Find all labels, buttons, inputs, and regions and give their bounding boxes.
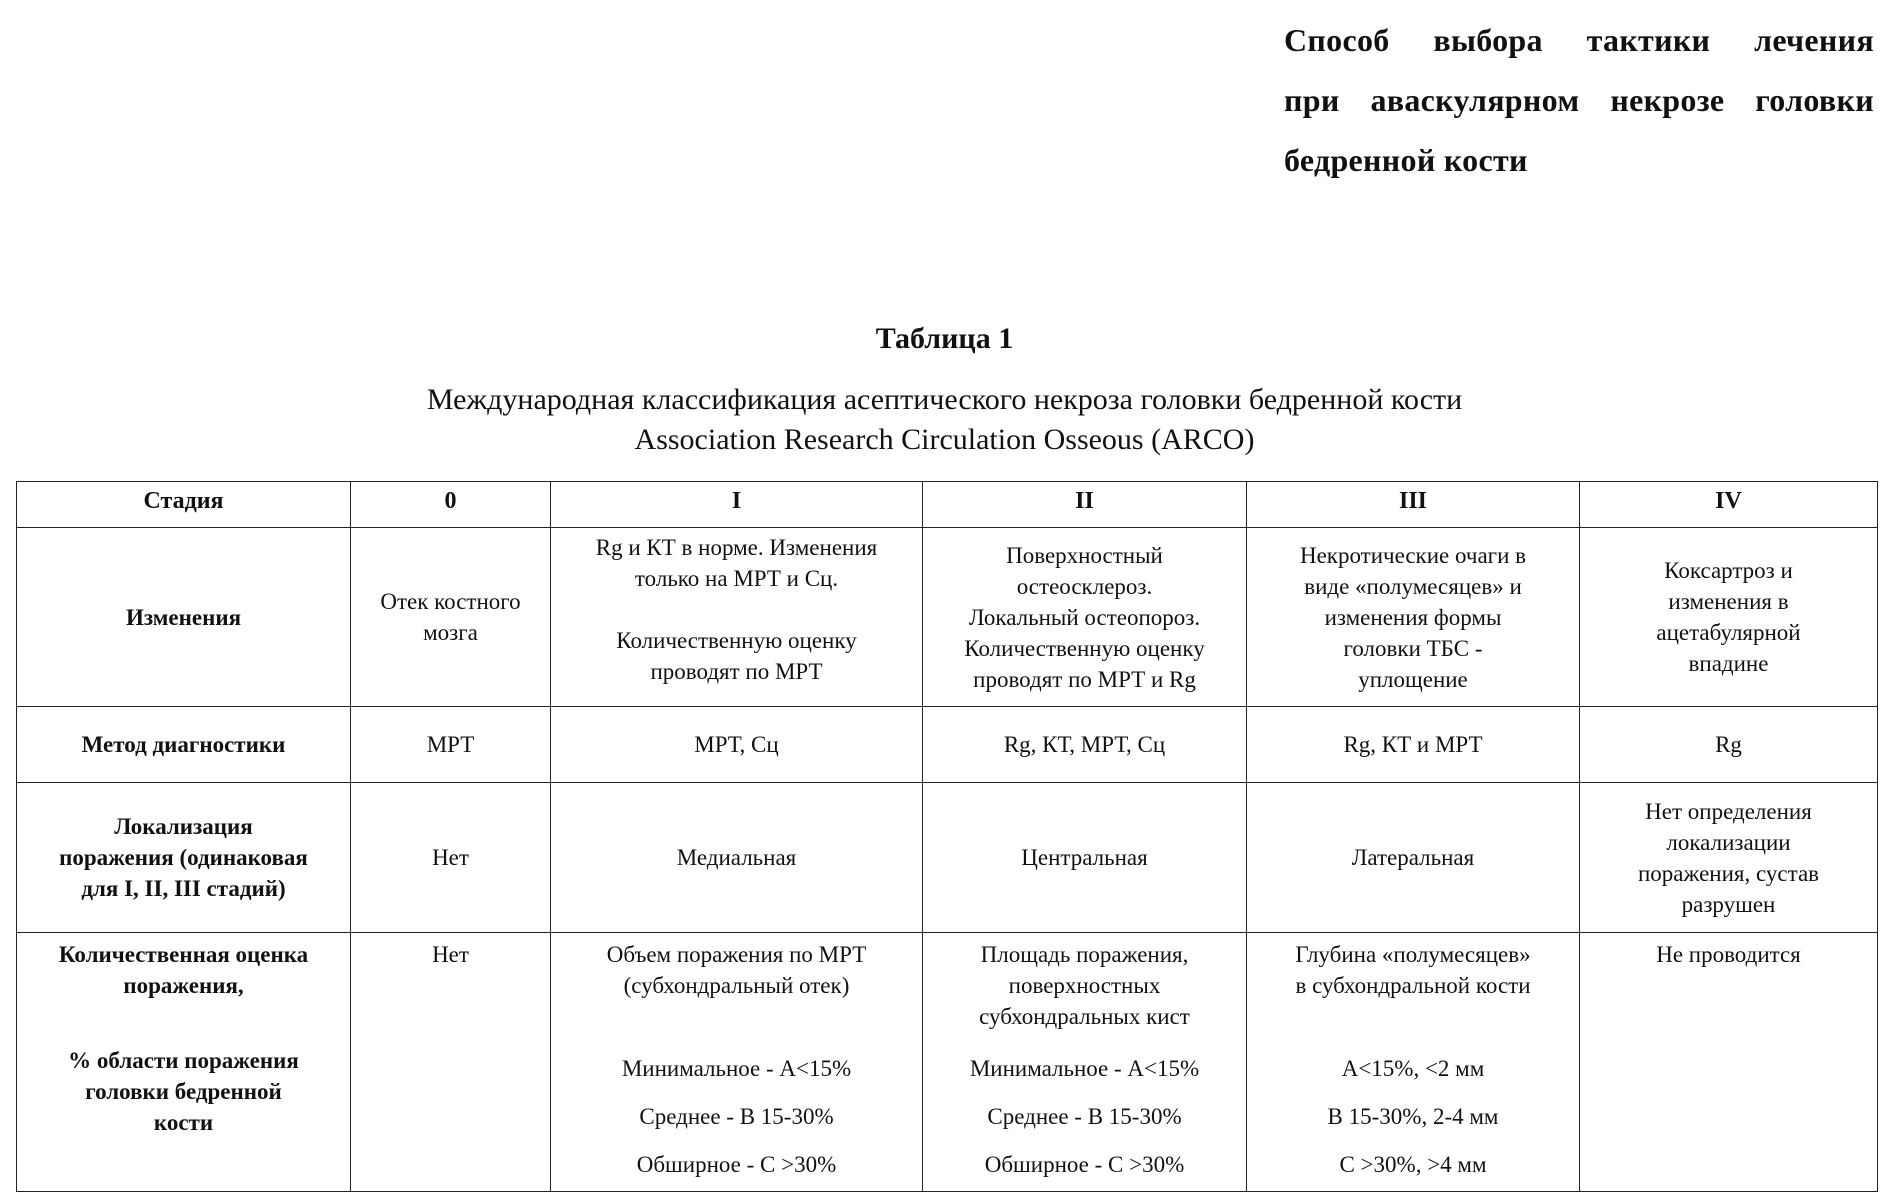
method-stage-0: МРТ bbox=[351, 707, 551, 783]
changes-stage-3 bbox=[1247, 528, 1580, 707]
cell-line: проводят по МРТ и Rg bbox=[929, 664, 1240, 695]
cell-line: уплощение bbox=[1253, 664, 1573, 695]
row-label-quantitative bbox=[17, 933, 351, 1192]
title-line-1: Способ выбора тактики лечения bbox=[1284, 10, 1874, 70]
quantitative-stage-2 bbox=[923, 933, 1247, 1192]
stage-header-0: 0 bbox=[351, 482, 551, 528]
cell-line: Локализация bbox=[23, 811, 344, 842]
grade-c: Обширное - С >30% bbox=[929, 1141, 1240, 1189]
changes-stage-2 bbox=[923, 528, 1247, 707]
cell-line: локализации bbox=[1586, 827, 1871, 858]
cell-line: в субхондральной кости bbox=[1253, 970, 1573, 1001]
cell-line: Количественную оценку bbox=[557, 625, 916, 656]
localization-stage-3: Латеральная bbox=[1247, 783, 1580, 933]
quantitative-stage-4: Не проводится bbox=[1580, 933, 1878, 1192]
cell-line: Объем поражения по МРТ bbox=[557, 939, 916, 970]
quantitative-stage-3 bbox=[1247, 933, 1580, 1192]
changes-stage-4 bbox=[1580, 528, 1878, 707]
changes-stage-0 bbox=[351, 528, 551, 707]
cell-line: остеосклероз. bbox=[929, 571, 1240, 602]
table-row-changes bbox=[17, 528, 1878, 707]
table-row-stage bbox=[17, 482, 1878, 528]
method-stage-1: МРТ, Сц bbox=[551, 707, 923, 783]
table-row-localization bbox=[17, 783, 1878, 933]
row-label-stage: Стадия bbox=[17, 482, 351, 528]
quantitative-stage-1 bbox=[551, 933, 923, 1192]
row-label-method: Метод диагностики bbox=[17, 707, 351, 783]
stage-header-3: III bbox=[1247, 482, 1580, 528]
cell-line: головки бедренной bbox=[23, 1076, 344, 1107]
arco-classification-table bbox=[16, 481, 1878, 1192]
cell-line: кости bbox=[23, 1107, 344, 1138]
cell-line: Площадь поражения, bbox=[929, 939, 1240, 970]
cell-line: мозга bbox=[357, 617, 544, 648]
table-caption bbox=[0, 380, 1889, 460]
cell-line: Некротические очаги в bbox=[1253, 540, 1573, 571]
stage-header-2: II bbox=[923, 482, 1247, 528]
stage-header-1: I bbox=[551, 482, 923, 528]
cell-line: Количественная оценка bbox=[23, 939, 344, 970]
cell-line: субхондральных кист bbox=[929, 1001, 1240, 1032]
cell-line: для I, II, III стадий) bbox=[23, 873, 344, 904]
quantitative-stage-0: Нет bbox=[351, 933, 551, 1192]
row-label-changes: Изменения bbox=[17, 528, 351, 707]
cell-line: Отек костного bbox=[357, 586, 544, 617]
grade-a: Минимальное - А<15% bbox=[929, 1045, 1240, 1093]
cell-line: Поверхностный bbox=[929, 540, 1240, 571]
cell-line: Глубина «полумесяцев» bbox=[1253, 939, 1573, 970]
cell-line: головки ТБС - bbox=[1253, 633, 1573, 664]
table-number: Таблица 1 bbox=[0, 322, 1889, 356]
cell-line: Rg и КТ в норме. Изменения bbox=[557, 532, 916, 563]
method-stage-4: Rg bbox=[1580, 707, 1878, 783]
cell-line: Локальный остеопороз. bbox=[929, 602, 1240, 633]
cell-line: разрушен bbox=[1586, 889, 1871, 920]
cell-line: изменения в bbox=[1586, 586, 1871, 617]
cell-line: Коксартроз и bbox=[1586, 555, 1871, 586]
table-row-quantitative bbox=[17, 933, 1878, 1192]
title-line-3: бедренной кости bbox=[1284, 130, 1874, 190]
table-row-method bbox=[17, 707, 1878, 783]
cell-line: ацетабулярной bbox=[1586, 617, 1871, 648]
caption-line-2: Association Research Circulation Osseous (ARCO) bbox=[0, 420, 1889, 460]
cell-line: (субхондральный отек) bbox=[557, 970, 916, 1001]
grade-b: Среднее - В 15-30% bbox=[929, 1093, 1240, 1141]
caption-line-1: Международная классификация асептического некроза головки бедренной кости bbox=[0, 380, 1889, 420]
localization-stage-2: Центральная bbox=[923, 783, 1247, 933]
document-title bbox=[1284, 10, 1874, 190]
method-stage-2: Rg, КТ, МРТ, Сц bbox=[923, 707, 1247, 783]
grade-a: А<15%, <2 мм bbox=[1253, 1045, 1573, 1093]
title-line-2: при аваскулярном некрозе головки bbox=[1284, 70, 1874, 130]
changes-stage-1 bbox=[551, 528, 923, 707]
cell-line: только на МРТ и Сц. bbox=[557, 563, 916, 594]
cell-line: % области поражения bbox=[23, 1045, 344, 1076]
method-stage-3: Rg, КТ и МРТ bbox=[1247, 707, 1580, 783]
grade-c: Обширное - С >30% bbox=[557, 1141, 916, 1189]
row-label-localization bbox=[17, 783, 351, 933]
localization-stage-1: Медиальная bbox=[551, 783, 923, 933]
cell-line: поражения (одинаковая bbox=[23, 842, 344, 873]
grade-a: Минимальное - А<15% bbox=[557, 1045, 916, 1093]
cell-line: поражения, bbox=[23, 970, 344, 1001]
cell-line: Нет определения bbox=[1586, 796, 1871, 827]
stage-header-4: IV bbox=[1580, 482, 1878, 528]
grade-b: Среднее - В 15-30% bbox=[557, 1093, 916, 1141]
cell-line: поверхностных bbox=[929, 970, 1240, 1001]
localization-stage-0: Нет bbox=[351, 783, 551, 933]
cell-line: впадине bbox=[1586, 648, 1871, 679]
cell-line: виде «полумесяцев» и bbox=[1253, 571, 1573, 602]
cell-line: проводят по МРТ bbox=[557, 656, 916, 687]
grade-b: В 15-30%, 2-4 мм bbox=[1253, 1093, 1573, 1141]
cell-line: поражения, сустав bbox=[1586, 858, 1871, 889]
grade-c: С >30%, >4 мм bbox=[1253, 1141, 1573, 1189]
localization-stage-4 bbox=[1580, 783, 1878, 933]
cell-line: изменения формы bbox=[1253, 602, 1573, 633]
cell-line: Количественную оценку bbox=[929, 633, 1240, 664]
